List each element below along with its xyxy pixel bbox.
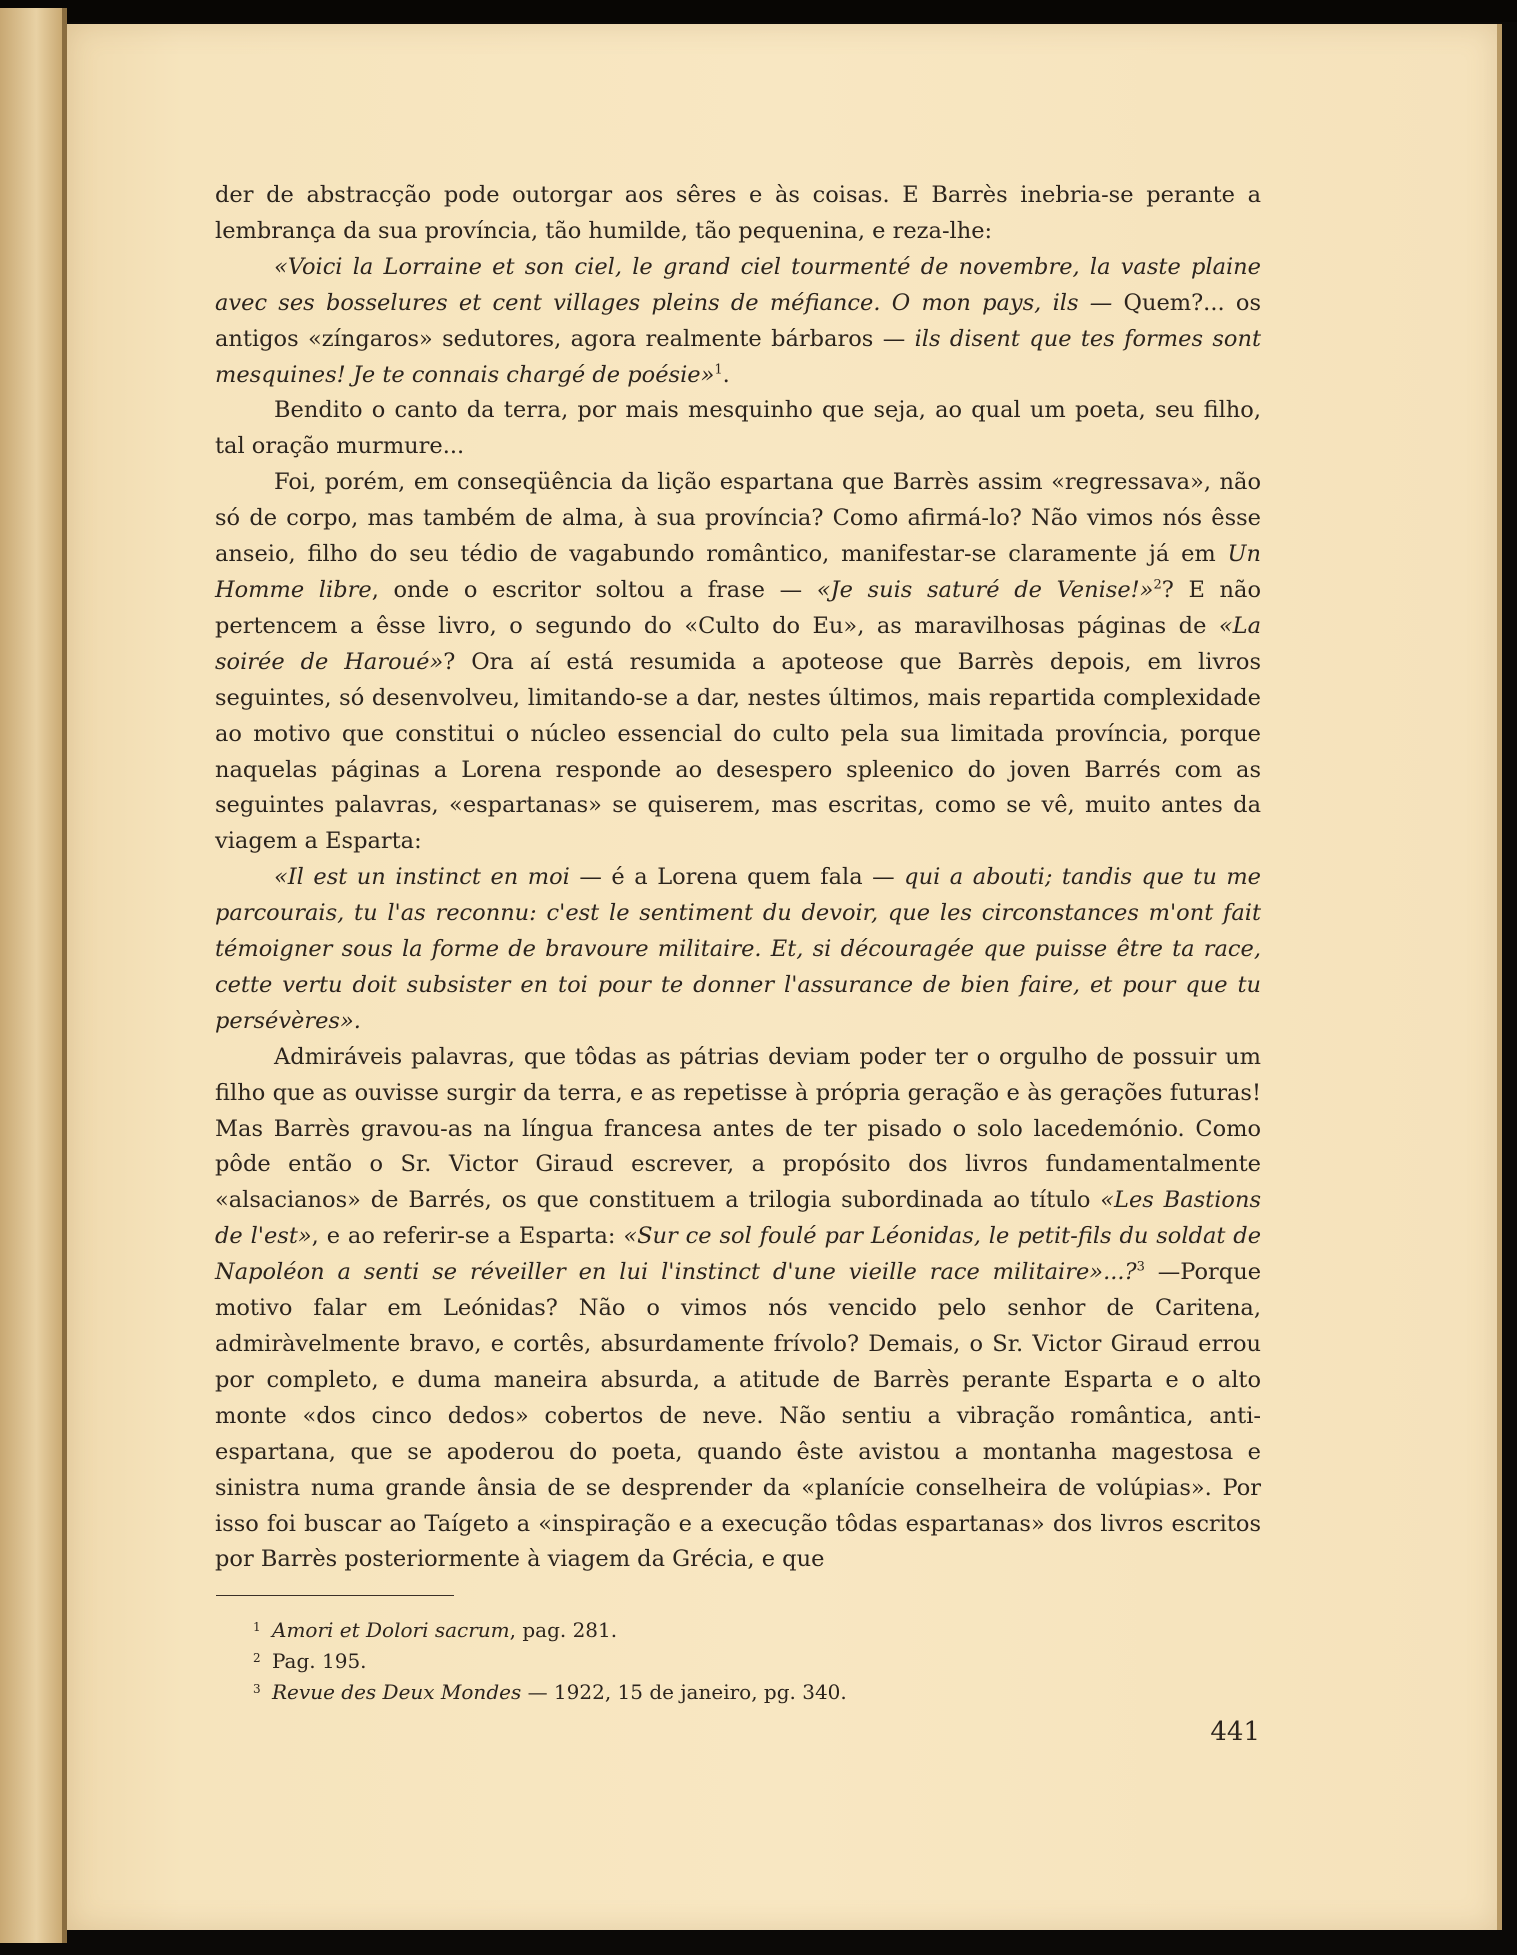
italic-quote: «Il est un instinct en moi [274, 864, 570, 891]
footnote-reference: 3 [1136, 1259, 1145, 1275]
footnote [253, 1615, 972, 1646]
text-run: Bendito o canto da terra, por mais mesquinho que seja, ao qual um poeta, seu filho, tal oração murmure... [215, 397, 1261, 460]
italic-quote: «Les Bastions de l'est» [215, 1187, 1262, 1250]
footnote-mark: 2 [253, 1651, 261, 1665]
italic-quote: «Sur ce sol foulé par Léonidas, le petit-fils du soldat de Napoléon a senti se réveiller en lui l'instinct d'une vieille race militaire»...? [215, 1223, 1262, 1286]
book-spine [0, 8, 66, 1943]
footnote-mark: 1 [253, 1620, 261, 1634]
paragraph [215, 465, 1261, 860]
footnotes [253, 1615, 972, 1708]
italic-quote: «Je suis saturé de Venise!» [816, 576, 1154, 603]
footnote-text: — 1922, 15 de janeiro, pg. 340. [521, 1680, 847, 1704]
text-run: , e ao referir-se a Esparta: [311, 1223, 624, 1250]
footnote-reference: 1 [714, 362, 723, 378]
paragraph [215, 393, 1261, 465]
scan-border-top [0, 0, 1517, 22]
italic-quote: «Voici la Lorraine et son ciel, le grand ciel tourmenté de novembre, la vaste plaine avec ses bosselures et cent villages pleins de méfiance. O mon pays, ils — [215, 253, 1261, 316]
text-run: , onde o escritor soltou a frase — [371, 576, 817, 603]
italic-quote: Un Homme libre [215, 541, 1261, 603]
footnote-rule [216, 1595, 454, 1596]
text-run: ? Ora aí está resumida a apoteose que Barrès depois, em livros seguintes, só desenvolveu, limitando-se a dar, nestes últimos, mais repartida complexidade ao motivo que constitui o núcleo essencial do culto pela sua limitada província, porque naquelas páginas a Lorena responde ao desespero spleenico do joven Barrés com as seguintes palavras, «espartanas» se quiserem, mas escritas, como se vê, muito antes da viagem a Esparta: [215, 648, 1262, 855]
paragraph [215, 860, 1261, 1040]
footnote-title: Amori et Dolori sacrum [272, 1618, 510, 1642]
paragraph [215, 178, 1261, 250]
footnote-reference: 2 [1153, 577, 1162, 593]
footnote-text: Pag. 195. [272, 1649, 367, 1673]
page-right-edge [1497, 24, 1502, 1930]
text-run: —Porque motivo falar em Leónidas? Não o vimos nós vencido pelo senhor de Caritena, admiràvelmente bravo, e cortês, absurdamente frívolo? Demais, o Sr. Victor Giraud errou por completo, e duma maneira absurda, a atitude de Barrès perante Esparta e o alto monte «dos cinco dedos» cobertos de neve. Não sentiu a vibração romântica, anti-espartana, que se apoderou do poeta, quando êste avistou a montanha magestosa e sinistra numa grande ânsia de se desprender da «planície conselheira de volúpias». Por isso foi buscar ao Taígeto a «inspiração e a execução tôdas espartanas» dos livros escritos por Barrès posteriormente à viagem da Grécia, e que [215, 1259, 1262, 1573]
text-run: Admiráveis palavras, que tôdas as pátrias deviam poder ter o orgulho de possuir um filho que as ouvisse surgir da terra, e as repetisse à própria geração e às gerações futuras! Mas Barrès gravou-as na língua francesa antes de ter pisado o solo lacedemónio. Como pôde então o Sr. Victor Giraud escrever, a propósito dos livros fundamentalmente «alsacianos» de Barrés, os que constituem a trilogia subordinada ao título [215, 1043, 1261, 1214]
text-run: — é a Lorena quem fala — [569, 864, 905, 891]
text-run: Foi, porém, em conseqüência da lição espartana que Barrès assim «regressava», não só de corpo, mas também de alma, à sua província? Como afirmá-lo? Não vimos nós êsse anseio, filho do seu tédio de vagabundo romântico, manifestar-se claramente já em [215, 469, 1261, 568]
paragraph [215, 1040, 1261, 1579]
footnote-title: Revue des Deux Mondes [272, 1680, 522, 1704]
italic-quote: ils disent que tes formes sont mesquines! Je te connais chargé de poésie» [215, 325, 1262, 388]
footnote [253, 1646, 972, 1677]
footnote-mark: 3 [253, 1682, 261, 1696]
text-run: . [722, 361, 730, 388]
text-run: Quem?... os antigos «zíngaros» sedutores, agora realmente bárbaros — [215, 289, 1261, 352]
body-text [215, 178, 1261, 1578]
italic-quote: «La soirée de Haroué» [215, 612, 1261, 675]
footnote-text: , pag. 281. [509, 1618, 618, 1642]
paragraph [215, 250, 1261, 394]
page-number: 441 [1210, 1717, 1260, 1747]
footnote [253, 1677, 972, 1708]
text-run: der de abstracção pode outorgar aos sêres e às coisas. E Barrès inebria-se perante a lembrança da sua província, tão humilde, tão pequenina, e reza-lhe: [215, 182, 1261, 244]
italic-quote: qui a abouti; tandis que tu me parcourais, tu l'as reconnu: c'est le sentiment du devoir, que les circonstances m'ont fait témoigner sous la forme de bravoure militaire. Et, si découragée que puisse être ta race, cette vertu doit subsister en toi pour te donner l'assurance de bien faire, et pour que tu persévères». [215, 864, 1261, 1034]
text-run: ? E não pertencem a êsse livro, o segundo do «Culto do Eu», as maravilhosas páginas de [215, 576, 1261, 639]
